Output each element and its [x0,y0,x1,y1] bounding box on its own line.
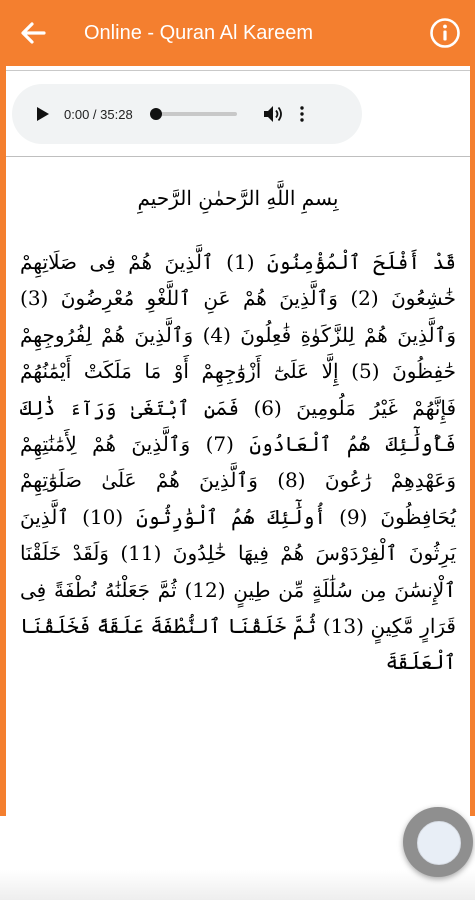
back-button[interactable] [0,0,66,66]
audio-progress-slider[interactable] [155,112,237,116]
more-vertical-icon[interactable] [299,106,305,122]
divider [6,70,470,71]
play-icon[interactable] [36,106,50,122]
floating-bubble-icon [417,821,461,865]
audio-player[interactable] [12,84,362,144]
audio-time: 0:00 / 35:28 [64,106,133,122]
arrow-left-icon [18,18,48,48]
bottom-shade [0,870,475,900]
floating-bubble-button[interactable] [403,807,473,877]
audio-progress-thumb[interactable] [150,108,162,120]
info-button[interactable] [429,17,461,49]
volume-icon[interactable] [263,105,283,123]
page-title: Online - Quran Al Kareem [84,21,313,44]
app-bar [0,0,475,66]
bottom-area [0,816,475,900]
divider [6,156,470,157]
info-circle-icon [429,17,461,49]
verses-text: قَدْ أَفْلَحَ ٱلْمُؤْمِنُونَ (1) ٱلَّذِينَ هُمْ فِى صَلَاتِهِمْ خَٰشِعُونَ (2) وَٱلَّذِينَ هُمْ عَنِ ٱللَّغْوِ مُعْرِضُونَ (3) وَٱلَّذِينَ هُمْ لِلزَّكَوٰةِ فَٰعِلُونَ (4) وَٱلَّذِينَ هُمْ لِفُرُوجِهِمْ حَٰفِظُونَ (5) إِلَّا عَلَىٰٓ أَزْوَٰجِهِمْ أَوْ مَا مَلَكَتْ أَيْمَٰنُهُمْ فَإِنَّهُمْ غَيْرُ مَلُومِينَ (6) فَمَنِ ٱبْتَغَىٰ وَرَآءَ ذَٰلِكَ فَأُولَٰٓئِكَ هُمُ ٱلْعَادُونَ (7) وَٱلَّذِينَ هُمْ لِأَمَٰنَٰتِهِمْ وَعَهْدِهِمْ رَٰعُونَ (8) وَٱلَّذِينَ هُمْ عَلَىٰ صَلَوَٰتِهِمْ يُحَافِظُونَ (9) أُولَٰٓئِكَ هُمُ ٱلْوَٰرِثُونَ (10) ٱلَّذِينَ يَرِثُونَ ٱلْفِرْدَوْسَ هُمْ فِيهَا خَٰلِدُونَ (11) وَلَقَدْ خَلَقْنَا ٱلْإِنسَٰنَ مِن سُلَٰلَةٍ مِّن طِينٍ (12) ثُمَّ جَعَلْنَٰهُ نُطْفَةً فِى قَرَارٍ مَّكِينٍ (13) ثُمَّ خَلَقْنَا ٱلنُّطْفَةَ عَلَقَةً فَخَلَقْنَا ٱلْعَلَقَةَ [20,250,457,675]
basmala: بِسمِ اللَّهِ الرَّحمٰنِ الرَّحيمِ [137,186,339,210]
reader-panel[interactable] [6,66,470,816]
